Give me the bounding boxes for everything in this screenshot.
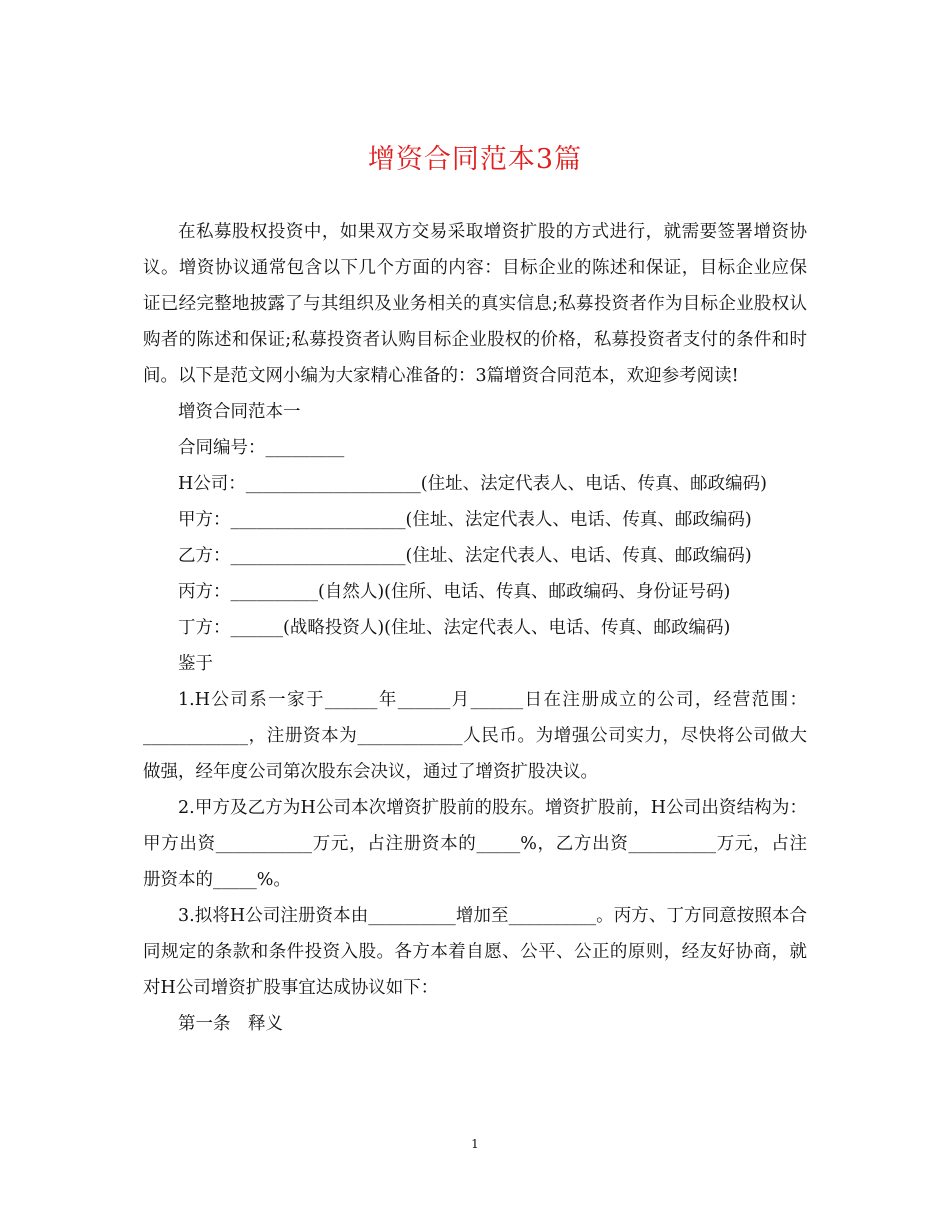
clause-paragraph-3: 3.拟将H公司注册资本由__________增加至__________。丙方、丁方同意按照本合同规定的条款和条件投资入股。各方本着自愿、公平、公正的原则，经友好协商，就对H公司增资扩股事宜达成协议如下： — [143, 906, 807, 998]
party-line-party-b: 乙方：____________________(住址、法定代表人、电话、传真、邮政编码) — [178, 546, 752, 566]
party-line-party-a: 甲方：____________________(住址、法定代表人、电话、传真、邮政编码) — [178, 510, 752, 530]
party-line-party-c: 丙方：__________(自然人)(住所、电话、传真、邮政编码、身份证号码) — [178, 582, 731, 602]
clause-paragraph-1: 1.H公司系一家于______年______月______日在注册成立的公司，经营范围：____________，注册资本为____________人民币。为增强公司实力，尽快将公司做大做强，经年度公司第次股东会决议，通过了增资扩股决议。 — [143, 690, 807, 782]
document-body — [143, 214, 807, 1042]
party-line-h-company: H公司：____________________(住址、法定代表人、电话、传真、邮政编码) — [178, 474, 767, 494]
whereas-heading: 鉴于 — [178, 654, 213, 674]
document-title: 增资合同范本3篇 — [367, 144, 583, 175]
party-line-party-d: 丁方：______(战略投资人)(住址、法定代表人、电话、传真、邮政编码) — [178, 618, 731, 638]
page-number: 1 — [471, 1137, 479, 1151]
contract-number-line: 合同编号：_________ — [178, 438, 345, 458]
intro-paragraph: 在私募股权投资中，如果双方交易采取增资扩股的方式进行，就需要签署增资协议。增资协议通常包含以下几个方面的内容：目标企业的陈述和保证，目标企业应保证已经完整地披露了与其组织及业务相关的真实信息;私募投资者作为目标企业股权认购者的陈述和保证;私募投资者认购目标企业股权的价格，私募投资者支付的条件和时间。以下是范文网小编为大家精心准备的：3篇增资合同范本，欢迎参考阅读! — [143, 222, 807, 386]
article-heading: 第一条 释义 — [178, 1014, 283, 1034]
clause-paragraph-2: 2.甲方及乙方为H公司本次增资扩股前的股东。增资扩股前，H公司出资结构为：甲方出资___________万元，占注册资本的_____%，乙方出资__________万元，占注册资本的_____%。 — [143, 798, 807, 890]
section-heading: 增资合同范本一 — [178, 402, 301, 422]
